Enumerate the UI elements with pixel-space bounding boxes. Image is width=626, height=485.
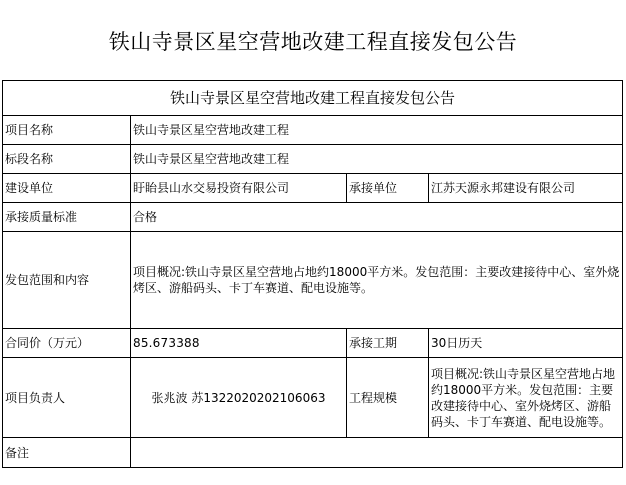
price-label: 合同价（万元） (3, 329, 131, 358)
builder-value: 盱眙县山水交易投资有限公司 (131, 174, 347, 203)
scale-value: 项目概况:铁山寺景区星空营地占地约18000平方米。发包范围：主要改建接待中心、室外烧烤区、游船码头、卡丁车赛道、配电设施等。 (429, 358, 623, 438)
remark-label: 备注 (3, 438, 131, 468)
project-name-value: 铁山寺景区星空营地改建工程 (131, 116, 623, 145)
contractor-label: 承接单位 (347, 174, 429, 203)
contractor-value: 江苏天源永邦建设有限公司 (429, 174, 623, 203)
builder-label: 建设单位 (3, 174, 131, 203)
announcement-table (2, 80, 623, 468)
row-builder (3, 174, 623, 203)
quality-value: 合格 (131, 203, 623, 232)
scope-label: 发包范围和内容 (3, 232, 131, 329)
section-name-label: 标段名称 (3, 145, 131, 174)
row-scope (3, 232, 623, 329)
table-title: 铁山寺景区星空营地改建工程直接发包公告 (3, 81, 623, 116)
row-section-name (3, 145, 623, 174)
price-value: 85.673388 (131, 329, 347, 358)
document-title: 铁山寺景区星空营地改建工程直接发包公告 (108, 30, 518, 54)
scale-label: 工程规模 (347, 358, 429, 438)
row-price (3, 329, 623, 358)
duration-label: 承接工期 (347, 329, 429, 358)
duration-value: 30日历天 (429, 329, 623, 358)
row-quality (3, 203, 623, 232)
scope-value: 项目概况:铁山寺景区星空营地占地约18000平方米。发包范围：主要改建接待中心、室外烧烤区、游船码头、卡丁车赛道、配电设施等。 (131, 232, 623, 329)
row-manager (3, 358, 623, 438)
section-name-value: 铁山寺景区星空营地改建工程 (131, 145, 623, 174)
row-remark (3, 438, 623, 468)
table-title-row (3, 81, 623, 116)
row-project-name (3, 116, 623, 145)
manager-value: 张兆波 苏1322020202106063 (131, 358, 347, 438)
project-name-label: 项目名称 (3, 116, 131, 145)
quality-label: 承接质量标准 (3, 203, 131, 232)
manager-label: 项目负责人 (3, 358, 131, 438)
remark-value (131, 438, 623, 468)
